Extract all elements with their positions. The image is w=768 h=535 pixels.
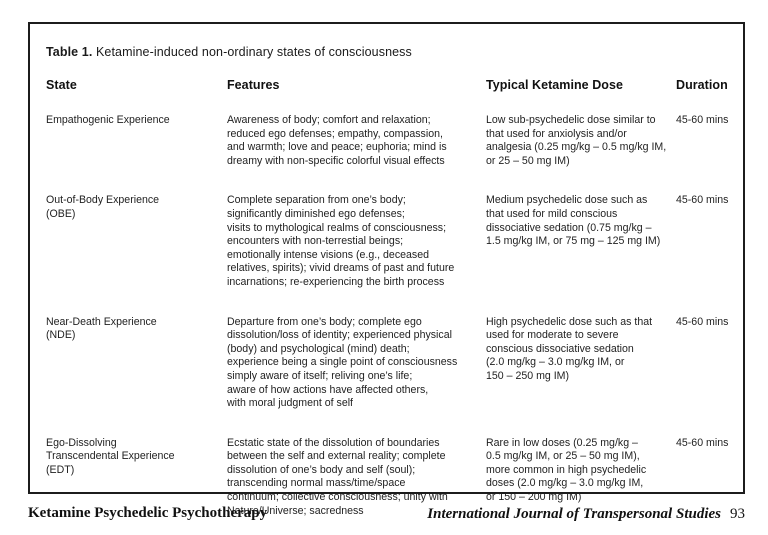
cell-line: dissolution/loss of identity; experienced physical xyxy=(227,329,452,342)
cell-line: with moral judgment of self xyxy=(227,397,354,410)
cell-line: dissociative sedation (0.75 mg/kg – xyxy=(486,221,652,234)
cell-line: Empathogenic Experience xyxy=(46,114,170,126)
cell-line: (EDT) xyxy=(46,463,75,476)
row-gap-cell xyxy=(676,168,756,194)
cell-duration xyxy=(676,316,756,411)
column-header-state: State xyxy=(46,78,77,92)
cell-line: incarnations; re-experiencing the birth process xyxy=(227,275,445,288)
cell-line: experience being a single point of consciousness xyxy=(227,356,458,369)
cell-line: continuum; collective consciousness; unity with xyxy=(227,491,448,504)
table-caption-label: Table 1. xyxy=(46,45,93,59)
cell-line: or 150 – 200 mg IM) xyxy=(486,491,582,504)
cell-line: significantly diminished ego defenses; xyxy=(227,207,405,220)
row-gap-cell xyxy=(46,411,227,437)
table-caption-text: Ketamine-induced non-ordinary states of consciousness xyxy=(92,45,412,59)
cell-line: (2.0 mg/kg – 3.0 mg/kg IM, or xyxy=(486,356,625,369)
footer-page-number: 93 xyxy=(730,506,745,522)
row-gap-cell xyxy=(227,411,486,437)
row-gap xyxy=(46,411,756,437)
cell-line: that used for anxiolysis and/or xyxy=(486,127,627,140)
cell-line: Departure from one’s body; complete ego xyxy=(227,315,422,328)
cell-state xyxy=(46,114,227,168)
cell-line: 1.5 mg/kg IM, or 75 mg – 125 mg IM) xyxy=(486,235,661,248)
spacer-cell xyxy=(227,92,486,114)
row-gap xyxy=(46,168,756,194)
row-gap-cell xyxy=(676,411,756,437)
cell-line: doses (2.0 mg/kg – 3.0 mg/kg IM, xyxy=(486,477,644,490)
cell-line: aware of how actions have affected others, xyxy=(227,383,429,396)
cell-line: Ego-Dissolving xyxy=(46,436,117,449)
column-header-duration: Duration xyxy=(676,78,728,92)
cell-line: transcending normal mass/time/space xyxy=(227,477,406,490)
cell-line: emotionally intense visions (e.g., deceased xyxy=(227,248,429,261)
cell-line: Transcendental Experience xyxy=(46,450,175,463)
cell-line: relatives, spirits); vivid dreams of past and future xyxy=(227,262,455,275)
table-body xyxy=(46,114,756,518)
cell-line: (OBE) xyxy=(46,207,76,220)
cell-line: Awareness of body; comfort and relaxation; xyxy=(227,114,431,126)
table-caption xyxy=(46,34,735,60)
cell-line: between the self and external reality; complete xyxy=(227,450,446,463)
footer-journal-block xyxy=(427,505,745,523)
table-header xyxy=(46,78,756,114)
footer-journal-title: International Journal of Transpersonal Studies xyxy=(427,506,721,522)
cell-line: Complete separation from one’s body; xyxy=(227,194,406,207)
header-spacer xyxy=(46,92,756,114)
cell-line: dissolution of one’s body and self (soul); xyxy=(227,463,416,476)
cell-line: that used for mild conscious xyxy=(486,207,618,220)
row-gap-cell xyxy=(486,290,676,316)
spacer-cell xyxy=(486,92,676,114)
cell-line: and warmth; love and peace; euphoria; mind is xyxy=(227,141,447,154)
cell-line: encounters with non-terrestial beings; xyxy=(227,235,404,248)
row-gap-cell xyxy=(486,411,676,437)
page-footer xyxy=(28,505,745,531)
states-table xyxy=(46,78,756,518)
cell-line: 0.5 mg/kg IM, or 25 – 50 mg IM), xyxy=(486,450,640,463)
cell-line: Nature/Universe; sacredness xyxy=(227,504,364,517)
cell-line: (NDE) xyxy=(46,329,76,342)
column-header-dose: Typical Ketamine Dose xyxy=(486,78,623,92)
spacer-cell xyxy=(676,92,756,114)
row-gap-cell xyxy=(227,290,486,316)
cell-line: 45-60 mins xyxy=(676,436,729,449)
row-gap-cell xyxy=(486,168,676,194)
cell-line: analgesia (0.25 mg/kg – 0.5 mg/kg IM, xyxy=(486,141,667,154)
cell-state xyxy=(46,194,227,289)
cell-state xyxy=(46,316,227,411)
table-header-row xyxy=(46,78,756,92)
cell-line: conscious dissociative sedation xyxy=(486,342,634,355)
cell-duration xyxy=(676,194,756,289)
cell-line: 45-60 mins xyxy=(676,315,729,328)
cell-line: dreamy with non-specific colorful visual effects xyxy=(227,154,445,167)
row-gap-cell xyxy=(46,168,227,194)
table-row xyxy=(46,316,756,411)
cell-line: Out-of-Body Experience xyxy=(46,194,160,207)
cell-features xyxy=(227,316,486,411)
column-header-features: Features xyxy=(227,78,280,92)
row-gap-cell xyxy=(46,290,227,316)
cell-line: simply aware of itself; reliving one’s life; xyxy=(227,369,413,382)
footer-running-head: Ketamine Psychedelic Psychotherapy xyxy=(28,505,268,521)
cell-dose xyxy=(486,316,676,411)
cell-line: more common in high psychedelic xyxy=(486,463,647,476)
cell-line: or 25 – 50 mg IM) xyxy=(486,154,570,167)
cell-line: 45-60 mins xyxy=(676,194,729,207)
cell-line: Ecstatic state of the dissolution of boundaries xyxy=(227,436,440,449)
cell-line: visits to mythological realms of consciousness; xyxy=(227,221,447,234)
cell-duration xyxy=(676,114,756,168)
cell-line: reduced ego defenses; empathy, compassion, xyxy=(227,127,443,140)
row-gap xyxy=(46,290,756,316)
spacer-cell xyxy=(46,92,227,114)
row-gap-cell xyxy=(676,290,756,316)
cell-line: 45-60 mins xyxy=(676,114,729,126)
cell-line: Rare in low doses (0.25 mg/kg – xyxy=(486,436,638,449)
table-row xyxy=(46,194,756,289)
cell-line: used for moderate to severe xyxy=(486,329,619,342)
cell-line: Near-Death Experience xyxy=(46,315,157,328)
cell-features xyxy=(227,114,486,168)
cell-dose xyxy=(486,194,676,289)
row-gap-cell xyxy=(227,168,486,194)
cell-line: Medium psychedelic dose such as xyxy=(486,194,648,207)
cell-line: Low sub-psychedelic dose similar to xyxy=(486,114,656,126)
cell-features xyxy=(227,194,486,289)
cell-line: High psychedelic dose such as that xyxy=(486,315,653,328)
table-row xyxy=(46,114,756,168)
cell-line: (body) and psychological (mind) death; xyxy=(227,342,410,355)
cell-line: 150 – 250 mg IM) xyxy=(486,369,570,382)
cell-dose xyxy=(486,114,676,168)
